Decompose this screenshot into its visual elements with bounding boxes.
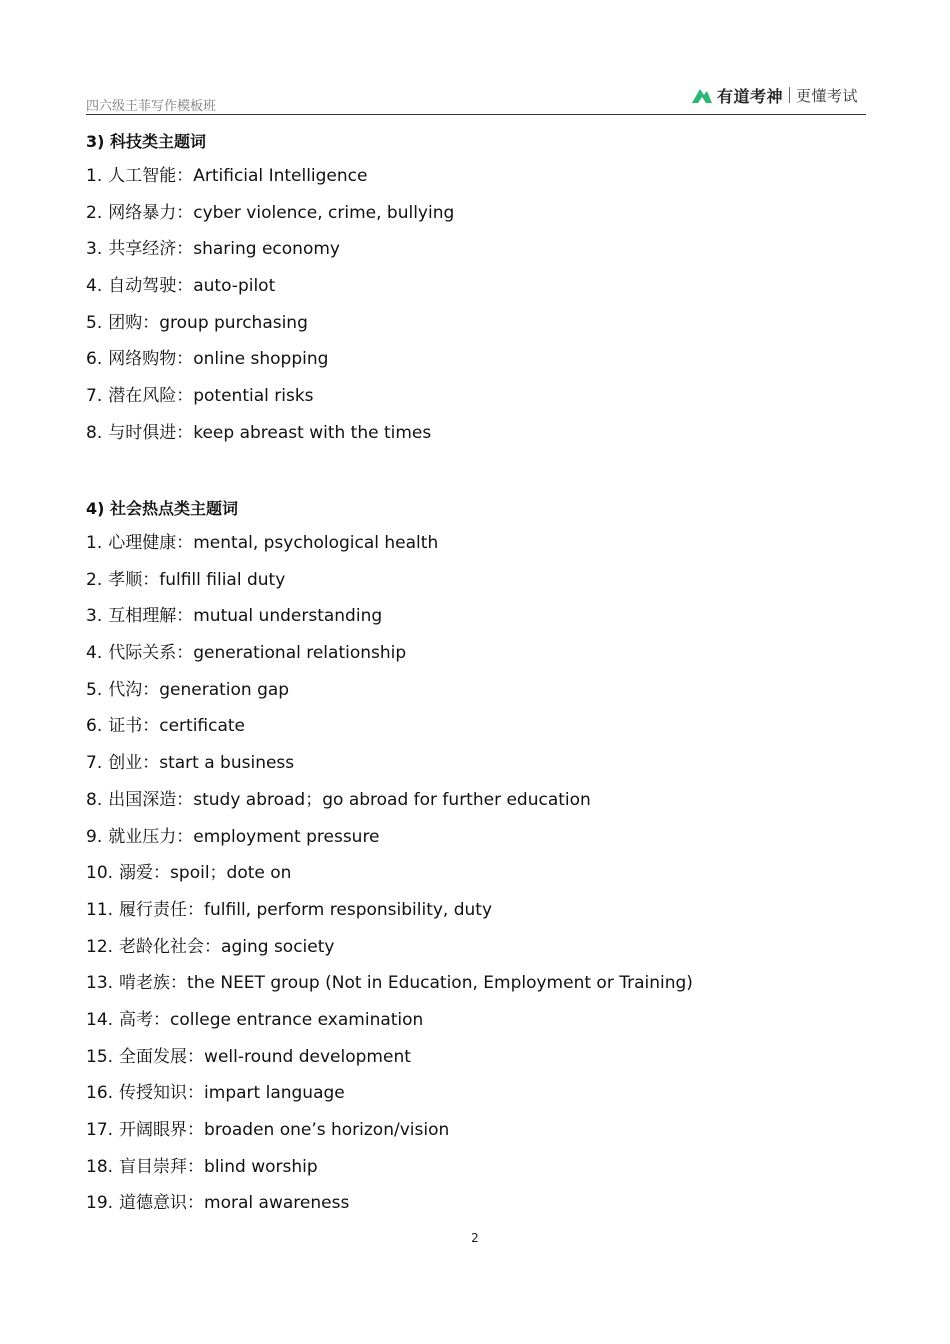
chinese-term: 证书 (108, 716, 143, 737)
item-number: 4. (86, 276, 103, 297)
colon-separator: ： (176, 166, 194, 186)
chinese-term: 出国深造 (108, 789, 177, 810)
colon-separator: ： (176, 422, 194, 443)
chinese-term: 高考 (119, 1009, 154, 1030)
chinese-term: 就业压力 (108, 826, 177, 847)
colon-separator: ： (170, 973, 188, 994)
item-number: 13. (86, 973, 114, 994)
item-number: 19. (86, 1193, 114, 1214)
colon-separator: ： (153, 863, 171, 884)
colon-separator: ： (142, 753, 160, 774)
chinese-term: 盲目崇拜 (119, 1156, 188, 1177)
chinese-term: 代际关系 (108, 643, 177, 664)
course-title: 四六级王菲写作模板班 (86, 99, 217, 114)
colon-separator: ： (176, 202, 194, 223)
chinese-term: 道德意识 (119, 1193, 188, 1214)
list-item (86, 203, 454, 240)
chinese-term: 与时俱进 (108, 422, 177, 443)
list-item (86, 827, 693, 864)
colon-separator: ： (142, 312, 160, 333)
page-number: 2 (471, 1231, 479, 1245)
item-number: 12. (86, 936, 114, 957)
item-number: 18. (86, 1156, 114, 1177)
english-translation: group purchasing (159, 312, 308, 333)
chinese-term: 自动驾驶 (108, 276, 177, 297)
list-item (86, 313, 454, 350)
chinese-term: 网络购物 (108, 349, 177, 370)
list-item (86, 1193, 693, 1230)
english-translation: broaden one’s horizon/vision (204, 1120, 450, 1140)
english-translation: certificate (159, 716, 246, 737)
colon-separator: ： (176, 606, 194, 627)
list-item (86, 276, 454, 313)
english-translation: the NEET group (Not in Education, Employment or Training) (187, 973, 693, 994)
item-number: 4. (86, 643, 103, 664)
english-translation: online shopping (193, 349, 329, 370)
chinese-term: 孝顺 (108, 569, 143, 590)
colon-separator: ： (142, 679, 160, 700)
english-translation: college entrance examination (170, 1009, 424, 1030)
list-item (86, 1083, 693, 1120)
list-item (86, 533, 693, 570)
item-number: 5. (86, 312, 103, 333)
brand-name: 有道考神 (716, 86, 783, 106)
list-item (86, 606, 693, 643)
colon-separator: ： (153, 1009, 171, 1030)
list-item (86, 1047, 693, 1084)
item-number: 1. (86, 533, 103, 553)
section-title-tech: 3) 科技类主题词 (86, 132, 207, 151)
list-item (86, 643, 693, 680)
colon-separator: ： (176, 276, 194, 297)
colon-separator: ： (176, 386, 194, 407)
item-number: 14. (86, 1009, 114, 1030)
social-vocabulary-list (86, 533, 693, 1230)
english-translation: blind worship (204, 1156, 318, 1177)
section-title-social: 4) 社会热点类主题词 (86, 499, 239, 518)
english-translation: auto-pilot (193, 276, 276, 297)
list-item (86, 680, 693, 717)
english-translation: moral awareness (204, 1193, 350, 1214)
colon-separator: ： (187, 1120, 205, 1140)
list-item (86, 900, 693, 937)
english-translation: generational relationship (193, 643, 407, 664)
list-item (86, 386, 454, 423)
chinese-term: 共享经济 (108, 239, 177, 260)
list-item (86, 423, 454, 460)
chinese-term: 全面发展 (119, 1046, 188, 1067)
english-translation: study abroad；go abroad for further education (193, 789, 591, 810)
english-translation: generation gap (159, 679, 290, 700)
brand-divider (789, 87, 790, 103)
item-number: 1. (86, 166, 103, 186)
english-translation: mental, psychological health (193, 533, 439, 553)
mountain-logo-icon (691, 85, 713, 105)
english-translation: employment pressure (193, 826, 380, 847)
list-item (86, 1120, 693, 1157)
item-number: 2. (86, 202, 103, 223)
english-translation: impart language (204, 1083, 345, 1104)
chinese-term: 啃老族 (119, 973, 171, 994)
english-translation: sharing economy (193, 239, 340, 260)
chinese-term: 开阔眼界 (119, 1120, 188, 1140)
chinese-term: 老龄化社会 (119, 936, 205, 957)
colon-separator: ： (176, 239, 194, 260)
colon-separator: ： (187, 899, 205, 920)
english-translation: cyber violence, crime, bullying (193, 202, 455, 223)
item-number: 2. (86, 569, 103, 590)
item-number: 6. (86, 349, 103, 370)
list-item (86, 753, 693, 790)
item-number: 8. (86, 789, 103, 810)
item-number: 3. (86, 239, 103, 260)
item-number: 10. (86, 863, 114, 884)
item-number: 7. (86, 386, 103, 407)
chinese-term: 心理健康 (108, 533, 177, 553)
colon-separator: ： (176, 643, 194, 664)
chinese-term: 潜在风险 (108, 386, 177, 407)
english-translation: fulfill, perform responsibility, duty (204, 899, 493, 920)
colon-separator: ： (176, 349, 194, 370)
list-item (86, 349, 454, 386)
item-number: 15. (86, 1046, 114, 1067)
colon-separator: ： (142, 716, 160, 737)
item-number: 3. (86, 606, 103, 627)
english-translation: start a business (159, 753, 295, 774)
item-number: 8. (86, 422, 103, 443)
item-number: 7. (86, 753, 103, 774)
colon-separator: ： (176, 533, 194, 553)
colon-separator: ： (204, 936, 222, 957)
english-translation: well-round development (204, 1046, 411, 1067)
english-translation: potential risks (193, 386, 314, 407)
list-item (86, 937, 693, 974)
item-number: 11. (86, 899, 114, 920)
list-item (86, 973, 693, 1010)
list-item (86, 716, 693, 753)
list-item (86, 863, 693, 900)
list-item (86, 570, 693, 607)
item-number: 16. (86, 1083, 114, 1104)
chinese-term: 人工智能 (108, 166, 177, 186)
colon-separator: ： (187, 1193, 205, 1214)
brand-slogan: 更懂考试 (795, 86, 858, 105)
item-number: 17. (86, 1120, 114, 1140)
chinese-term: 团购 (108, 312, 143, 333)
brand-logo (691, 84, 858, 106)
english-translation: mutual understanding (193, 606, 383, 627)
chinese-term: 网络暴力 (108, 202, 177, 223)
english-translation: fulfill filial duty (159, 569, 286, 590)
item-number: 9. (86, 826, 103, 847)
english-translation: keep abreast with the times (193, 422, 432, 443)
chinese-term: 溺爱 (119, 863, 154, 884)
list-item (86, 239, 454, 276)
english-translation: Artificial Intelligence (193, 166, 368, 186)
chinese-term: 创业 (108, 753, 143, 774)
chinese-term: 履行责任 (119, 899, 188, 920)
item-number: 6. (86, 716, 103, 737)
item-number: 5. (86, 679, 103, 700)
chinese-term: 互相理解 (108, 606, 177, 627)
english-translation: spoil；dote on (170, 863, 292, 884)
colon-separator: ： (187, 1046, 205, 1067)
list-item (86, 1157, 693, 1194)
chinese-term: 代沟 (108, 679, 143, 700)
list-item (86, 790, 693, 827)
english-translation: aging society (221, 936, 335, 957)
colon-separator: ： (187, 1083, 205, 1104)
list-item (86, 166, 454, 203)
tech-vocabulary-list (86, 166, 454, 460)
colon-separator: ： (142, 569, 160, 590)
colon-separator: ： (176, 789, 194, 810)
page-header (86, 80, 866, 115)
colon-separator: ： (176, 826, 194, 847)
list-item (86, 1010, 693, 1047)
colon-separator: ： (187, 1156, 205, 1177)
chinese-term: 传授知识 (119, 1083, 188, 1104)
